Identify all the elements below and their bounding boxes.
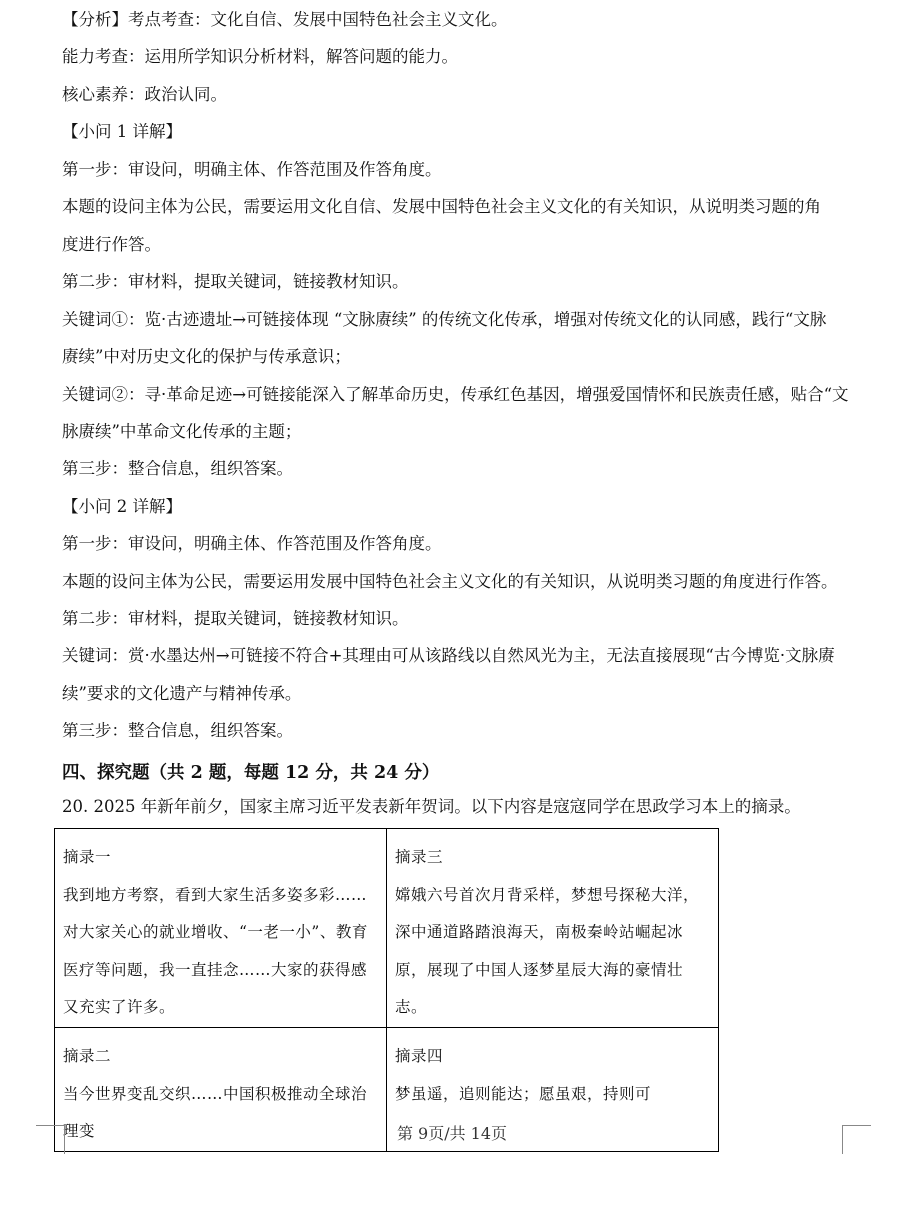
text-line: 关键词②：寻·革命足迹→可链接能深入了解革命历史，传承红色基因，增强爱国情怀和民族责任感，贴合“文: [62, 385, 849, 404]
excerpt-body: 梦虽遥，追则能达；愿虽艰，持则可: [395, 1084, 652, 1103]
text-line: 第三步：整合信息，组织答案。: [62, 459, 293, 478]
text-line: 第二步：审材料，提取关键词，链接教材知识。: [62, 272, 409, 291]
excerpt-title: 摘录一: [63, 848, 112, 866]
text-line: 第一步：审设问，明确主体、作答范围及作答角度。: [62, 160, 442, 179]
text-line: 【小问 2 详解】: [62, 497, 182, 516]
excerpt-title: 摘录三: [395, 848, 444, 866]
text-line: 赓续”中对历史文化的保护与传承意识；: [62, 347, 351, 366]
section-heading: 四、探究题（共 2 题，每题 12 分，共 24 分）: [62, 763, 440, 783]
text-line: 本题的设问主体为公民，需要运用文化自信、发展中国特色社会主义文化的有关知识，从说明类习题的角: [62, 197, 821, 216]
excerpt-body: 当今世界变乱交织……中国积极推动全球治理变: [63, 1084, 368, 1140]
page-number: 第 9页/共 14页: [396, 1124, 508, 1143]
text-line: 关键词①：览·古迹遗址→可链接体现 “文脉赓续” 的传统文化传承，增强对传统文化的认同感，践行“文脉: [62, 310, 827, 329]
question-intro: 20. 2025 年新年前夕，国家主席习近平发表新年贺词。以下内容是寇寇同学在思政学习本上的摘录。: [62, 797, 801, 816]
text-line: 第二步：审材料，提取关键词，链接教材知识。: [62, 609, 409, 628]
excerpt-one: [55, 829, 387, 1028]
text-line: 续”要求的文化遗产与精神传承。: [62, 684, 302, 703]
text-line: 第三步：整合信息，组织答案。: [62, 721, 293, 740]
text-line: 脉赓续”中革命文化传承的主题；: [62, 422, 302, 441]
text-line: 能力考查：运用所学知识分析材料，解答问题的能力。: [62, 47, 458, 66]
excerpt-body: 我到地方考察，看到大家生活多姿多彩……对大家关心的就业增收、“一老一小”、教育医疗等问题，我一直挂念……大家的获得感又充实了许多。: [63, 885, 368, 1016]
excerpts-table: [54, 828, 719, 1152]
text-line: 本题的设问主体为公民，需要运用发展中国特色社会主义文化的有关知识，从说明类习题的角度进行作答。: [62, 572, 838, 591]
excerpt-title: 摘录四: [395, 1047, 444, 1065]
excerpt-three: [387, 829, 719, 1028]
text-line: 【分析】考点考查：文化自信、发展中国特色社会主义文化。: [62, 10, 508, 29]
text-line: 关键词：赏·水墨达州→可链接不符合+其理由可从该路线以自然风光为主，无法直接展现“古今博览·文脉赓: [62, 646, 835, 665]
excerpt-title: 摘录二: [63, 1047, 112, 1065]
excerpt-body: 嫦娥六号首次月背采样，梦想号探秘大洋，深中通道路踏浪海天，南极秦岭站崛起冰原，展现了中国人逐梦星辰大海的豪情壮志。: [395, 885, 700, 1016]
text-line: 【小问 1 详解】: [62, 122, 182, 141]
text-line: 第一步：审设问，明确主体、作答范围及作答角度。: [62, 534, 442, 553]
text-line: 度进行作答。: [62, 235, 161, 254]
text-line: 核心素养：政治认同。: [62, 85, 227, 104]
